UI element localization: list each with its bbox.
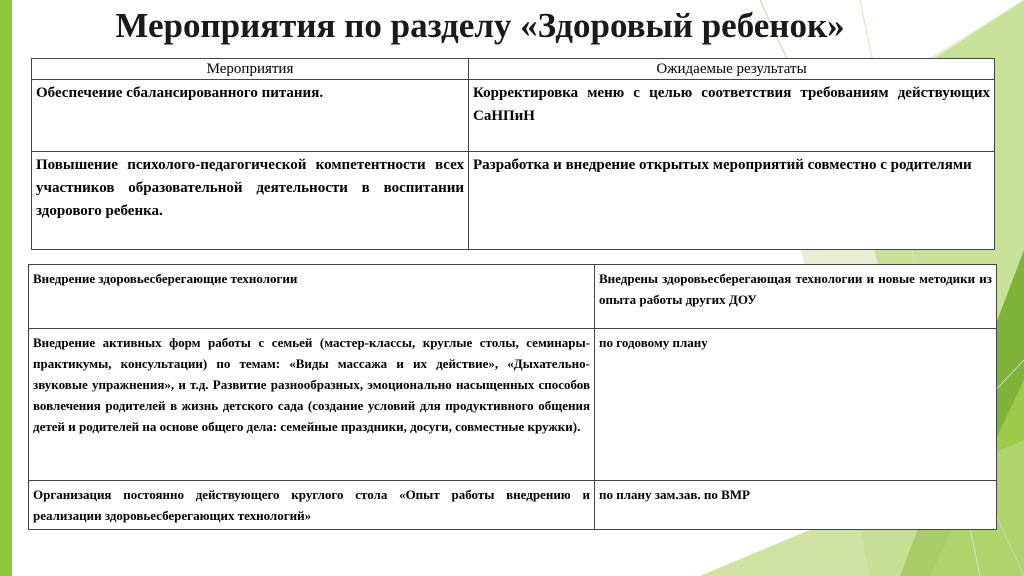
header-activities: Мероприятия <box>32 59 469 80</box>
slide-title: Мероприятия по разделу «Здоровый ребенок» <box>115 6 845 45</box>
header-expected-results: Ожидаемые результаты <box>469 59 995 80</box>
table-row <box>32 152 995 250</box>
table-header-row <box>32 59 995 80</box>
activity-cell: Организация постоянно действующего круглого стола «Опыт работы внедрению и реализации здоровьесберегающих технологий» <box>29 481 595 530</box>
table-row <box>32 80 995 152</box>
left-accent-bar <box>0 0 12 576</box>
activity-cell: Обеспечение сбалансированного питания. <box>32 80 469 152</box>
activity-cell: Внедрение здоровьесберегающие технологии <box>29 265 595 329</box>
result-cell: по плану зам.зав. по ВМР <box>595 481 997 530</box>
activity-cell: Повышение психолого-педагогической компетентности всех участников образовательной деятельности в воспитании здорового ребенка. <box>32 152 469 250</box>
activities-table-top <box>31 58 995 250</box>
result-cell: Внедрены здоровьесберегающая технологии и новые методики из опыта работы других ДОУ <box>595 265 997 329</box>
result-cell: Корректировка меню с целью соответствия требованиям действующих СаНПиН <box>469 80 995 152</box>
result-cell: по годовому плану <box>595 329 997 481</box>
activity-cell: Внедрение активных форм работы с семьей (мастер-классы, круглые столы, семинары-практикумы, консультации) по темам: «Виды массажа и их действие», «Дыхательно-звуковые упражнения», и т.д. Развитие разнообразных, эмоционально насыщенных способов вовлечения родителей в жизнь детского сада (создание условий для продуктивного общения детей и родителей на основе общего дела: семейные праздники, досуги, совместные кружки). <box>29 329 595 481</box>
table-row <box>29 329 997 481</box>
result-cell: Разработка и внедрение открытых мероприятий совместно с родителями <box>469 152 995 250</box>
table-row <box>29 265 997 329</box>
table-row <box>29 481 997 530</box>
activities-table-bottom <box>28 264 997 530</box>
